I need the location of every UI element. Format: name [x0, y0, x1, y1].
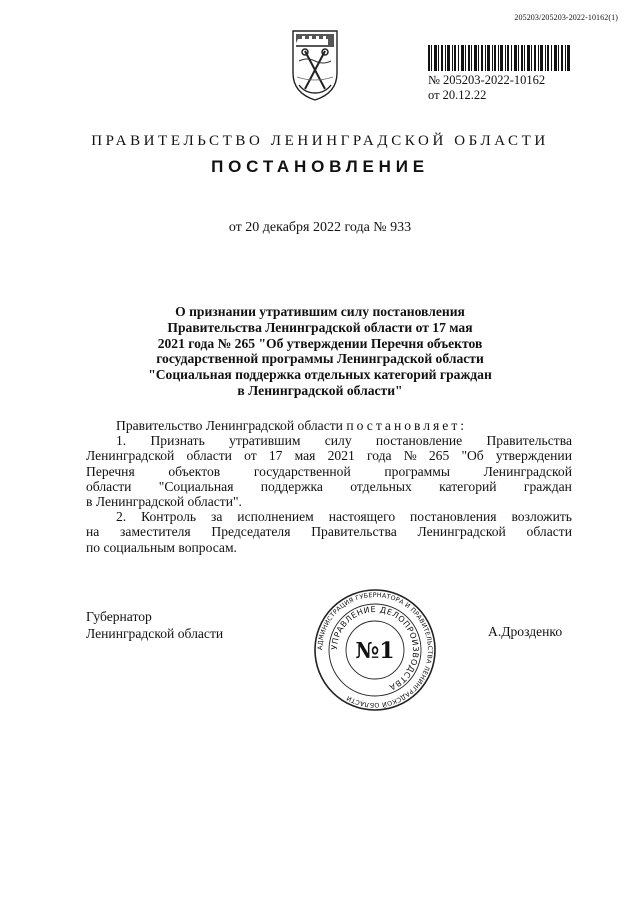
decree-date-number: от 20 декабря 2022 года № 933	[228, 220, 412, 235]
word: государственной	[253, 463, 351, 479]
registration-number: № 205203-2022-10162	[428, 73, 546, 87]
item-1-line	[86, 433, 572, 448]
document-code: 205203/205203-2022-10162(1)	[514, 13, 618, 22]
item-2-line: по социальным вопросам.	[86, 539, 237, 555]
word: утратившим	[229, 433, 301, 449]
word: программы	[384, 463, 450, 479]
registration-block	[428, 73, 545, 103]
word: исполнением	[237, 509, 314, 525]
decree-title	[80, 304, 560, 399]
word: Правительства	[311, 524, 397, 540]
word: "Социальная	[158, 478, 234, 494]
word: объектов	[168, 463, 221, 479]
official-seal	[313, 588, 437, 712]
word: 1.	[116, 433, 127, 449]
word: заместителя	[120, 524, 191, 540]
word: возложить	[511, 509, 572, 525]
word: Признать	[150, 433, 205, 449]
barcode	[428, 45, 570, 71]
word: силу	[324, 433, 352, 449]
word: 2021	[327, 448, 355, 464]
item-1-line	[86, 479, 572, 494]
word: 2.	[116, 509, 127, 525]
word: Перечня	[86, 463, 135, 479]
word: области	[86, 478, 132, 494]
intro-line	[86, 418, 572, 433]
signatory-position	[86, 609, 223, 642]
word: Контроль	[141, 509, 197, 525]
word: №	[403, 448, 417, 464]
word: на	[86, 524, 100, 540]
item-1-line: в Ленинградской области".	[86, 494, 242, 510]
item-2-line	[86, 509, 572, 524]
decree-body	[86, 418, 572, 555]
word: постановления	[410, 509, 497, 525]
title-line: государственной программы Ленинградской области	[156, 351, 484, 367]
word: граждан	[523, 478, 572, 494]
seal-number: №1	[355, 638, 395, 664]
word: "Об	[461, 448, 484, 464]
word: Правительства	[486, 433, 572, 449]
seal-outer-text: АДМИНИСТРАЦИЯ ГУБЕРНАТОРА И ПРАВИТЕЛЬСТВА ЛЕНИНГРАДСКОЙ ОБЛАСТИ	[316, 591, 434, 709]
title-line: 2021 года № 265 "Об утверждении Перечня объектов	[157, 335, 483, 351]
word: от	[244, 448, 257, 464]
word: Председателя	[211, 524, 291, 540]
position-line: Губернатор	[86, 609, 152, 624]
word: утверждении	[495, 448, 572, 464]
word: за	[210, 509, 223, 525]
word: области	[186, 448, 232, 464]
word: Ленинградской	[483, 463, 572, 479]
word: поддержка	[260, 478, 323, 494]
title-line: О признании утратившим силу постановления	[175, 304, 465, 319]
signatory-name: А.Дрозденко	[488, 624, 563, 639]
authority-heading: ПРАВИТЕЛЬСТВО ЛЕНИНГРАДСКОЙ ОБЛАСТИ	[91, 133, 549, 149]
coat-of-arms-icon	[287, 27, 343, 103]
title-line: "Социальная поддержка отдельных категорий граждан	[148, 367, 492, 383]
position-line: Ленинградской области	[86, 625, 224, 641]
seal-inner-text: УПРАВЛЕНИЕ ДЕЛОПРОИЗВОДСТВА	[329, 604, 421, 693]
registration-date: от 20.12.22	[428, 88, 487, 102]
intro-lead: Правительство Ленинградской области	[116, 418, 343, 433]
item-1-line	[86, 464, 572, 479]
word: отдельных	[350, 478, 412, 494]
word: категорий	[439, 478, 497, 494]
word: области	[526, 524, 572, 540]
title-line: Правительства Ленинградской области от 17 мая	[167, 319, 473, 335]
word: года	[366, 448, 392, 464]
word: мая	[294, 448, 316, 464]
title-line: в Ленинградской области"	[237, 382, 403, 398]
intro-verb: постановляет:	[346, 418, 468, 433]
document-type-heading: ПОСТАНОВЛЕНИЕ	[211, 157, 429, 176]
word: 265	[428, 448, 450, 464]
word: настоящего	[328, 509, 396, 525]
word: 17	[268, 448, 283, 464]
word: Ленинградской	[417, 524, 506, 540]
item-1-line	[86, 448, 572, 463]
word: постановление	[375, 433, 463, 449]
word: Ленинградской	[86, 448, 175, 464]
item-2-line	[86, 524, 572, 539]
